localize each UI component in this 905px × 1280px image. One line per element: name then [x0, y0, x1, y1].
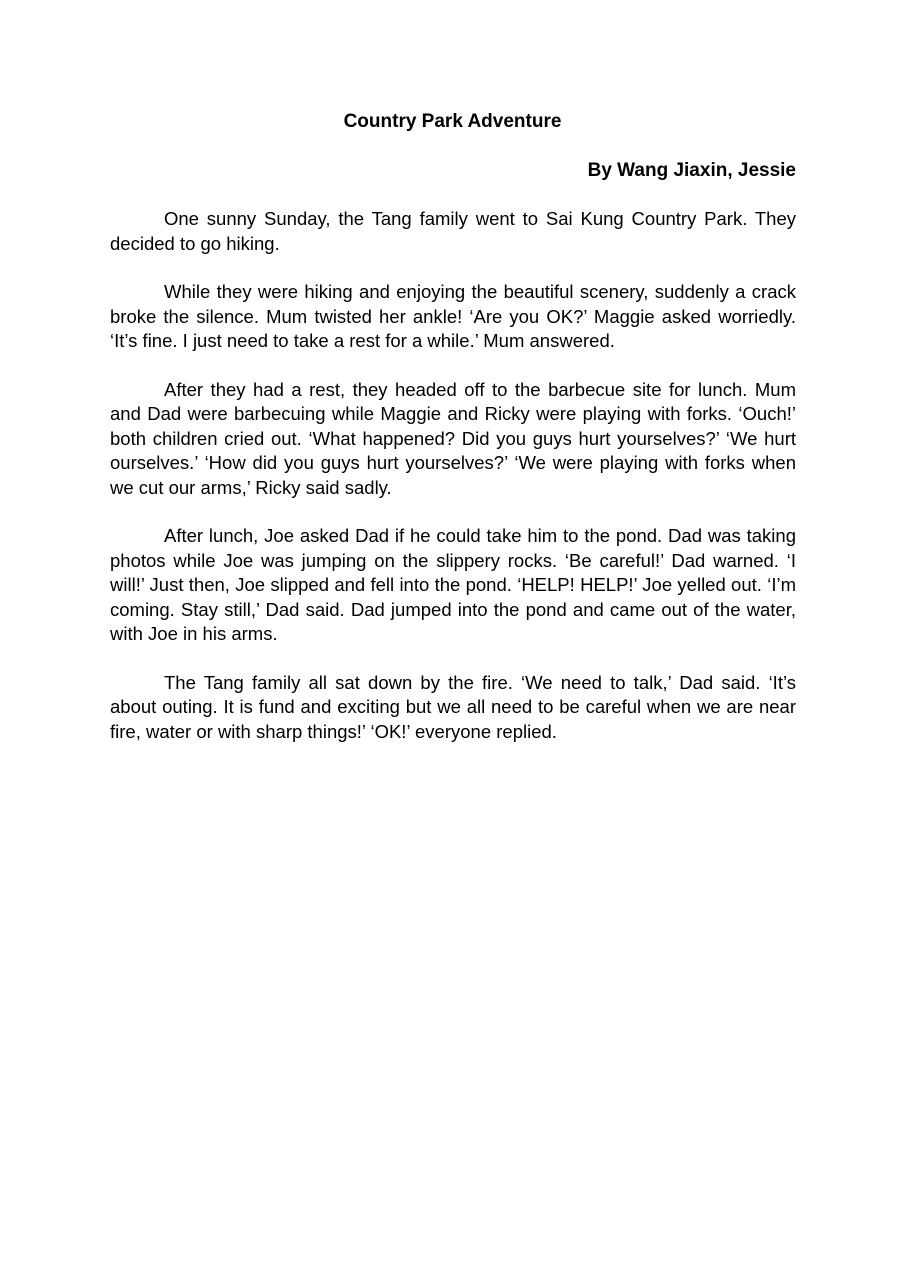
paragraph-4: After lunch, Joe asked Dad if he could take him to the pond. Dad was taking photos while Joe was jumping on the slippery rocks. ‘Be careful!’ Dad warned. ‘I will!’ Just then, Joe slipped and fell into the pond. ‘HELP! HELP!’ Joe yelled out. ‘I’m coming. Stay still,’ Dad said. Dad jumped into the pond and came out of the water, with Joe in his arms. — [110, 525, 796, 644]
story-body — [110, 207, 796, 768]
paragraph-1: One sunny Sunday, the Tang family went to Sai Kung Country Park. They decided to go hiking. — [110, 208, 796, 254]
paragraph-5: The Tang family all sat down by the fire. ‘We need to talk,’ Dad said. ‘It’s about outing. It is fund and exciting but we all need to be careful when we are near fire, water or with sharp things!’ ‘OK!’ everyone replied. — [110, 671, 796, 742]
paragraph-3: After they had a rest, they headed off to the barbecue site for lunch. Mum and Dad were barbecuing while Maggie and Ricky were playing with forks. ‘Ouch!’ both children cried out. ‘What happened? Did you guys hurt yourselves?’ ‘We hurt ourselves.’ ‘How did you guys hurt yourselves?’ ‘We were playing with forks when we cut our arms,’ Ricky said sadly. — [110, 378, 796, 498]
paragraph-2: While they were hiking and enjoying the beautiful scenery, suddenly a crack broke the silence. Mum twisted her ankle! ‘Are you OK?’ Maggie asked worriedly. ‘It’s fine. I just need to take a rest for a while.’ Mum answered. — [110, 281, 796, 351]
document-title: Country Park Adventure — [343, 111, 562, 132]
author-byline: By Wang Jiaxin, Jessie — [587, 160, 796, 181]
